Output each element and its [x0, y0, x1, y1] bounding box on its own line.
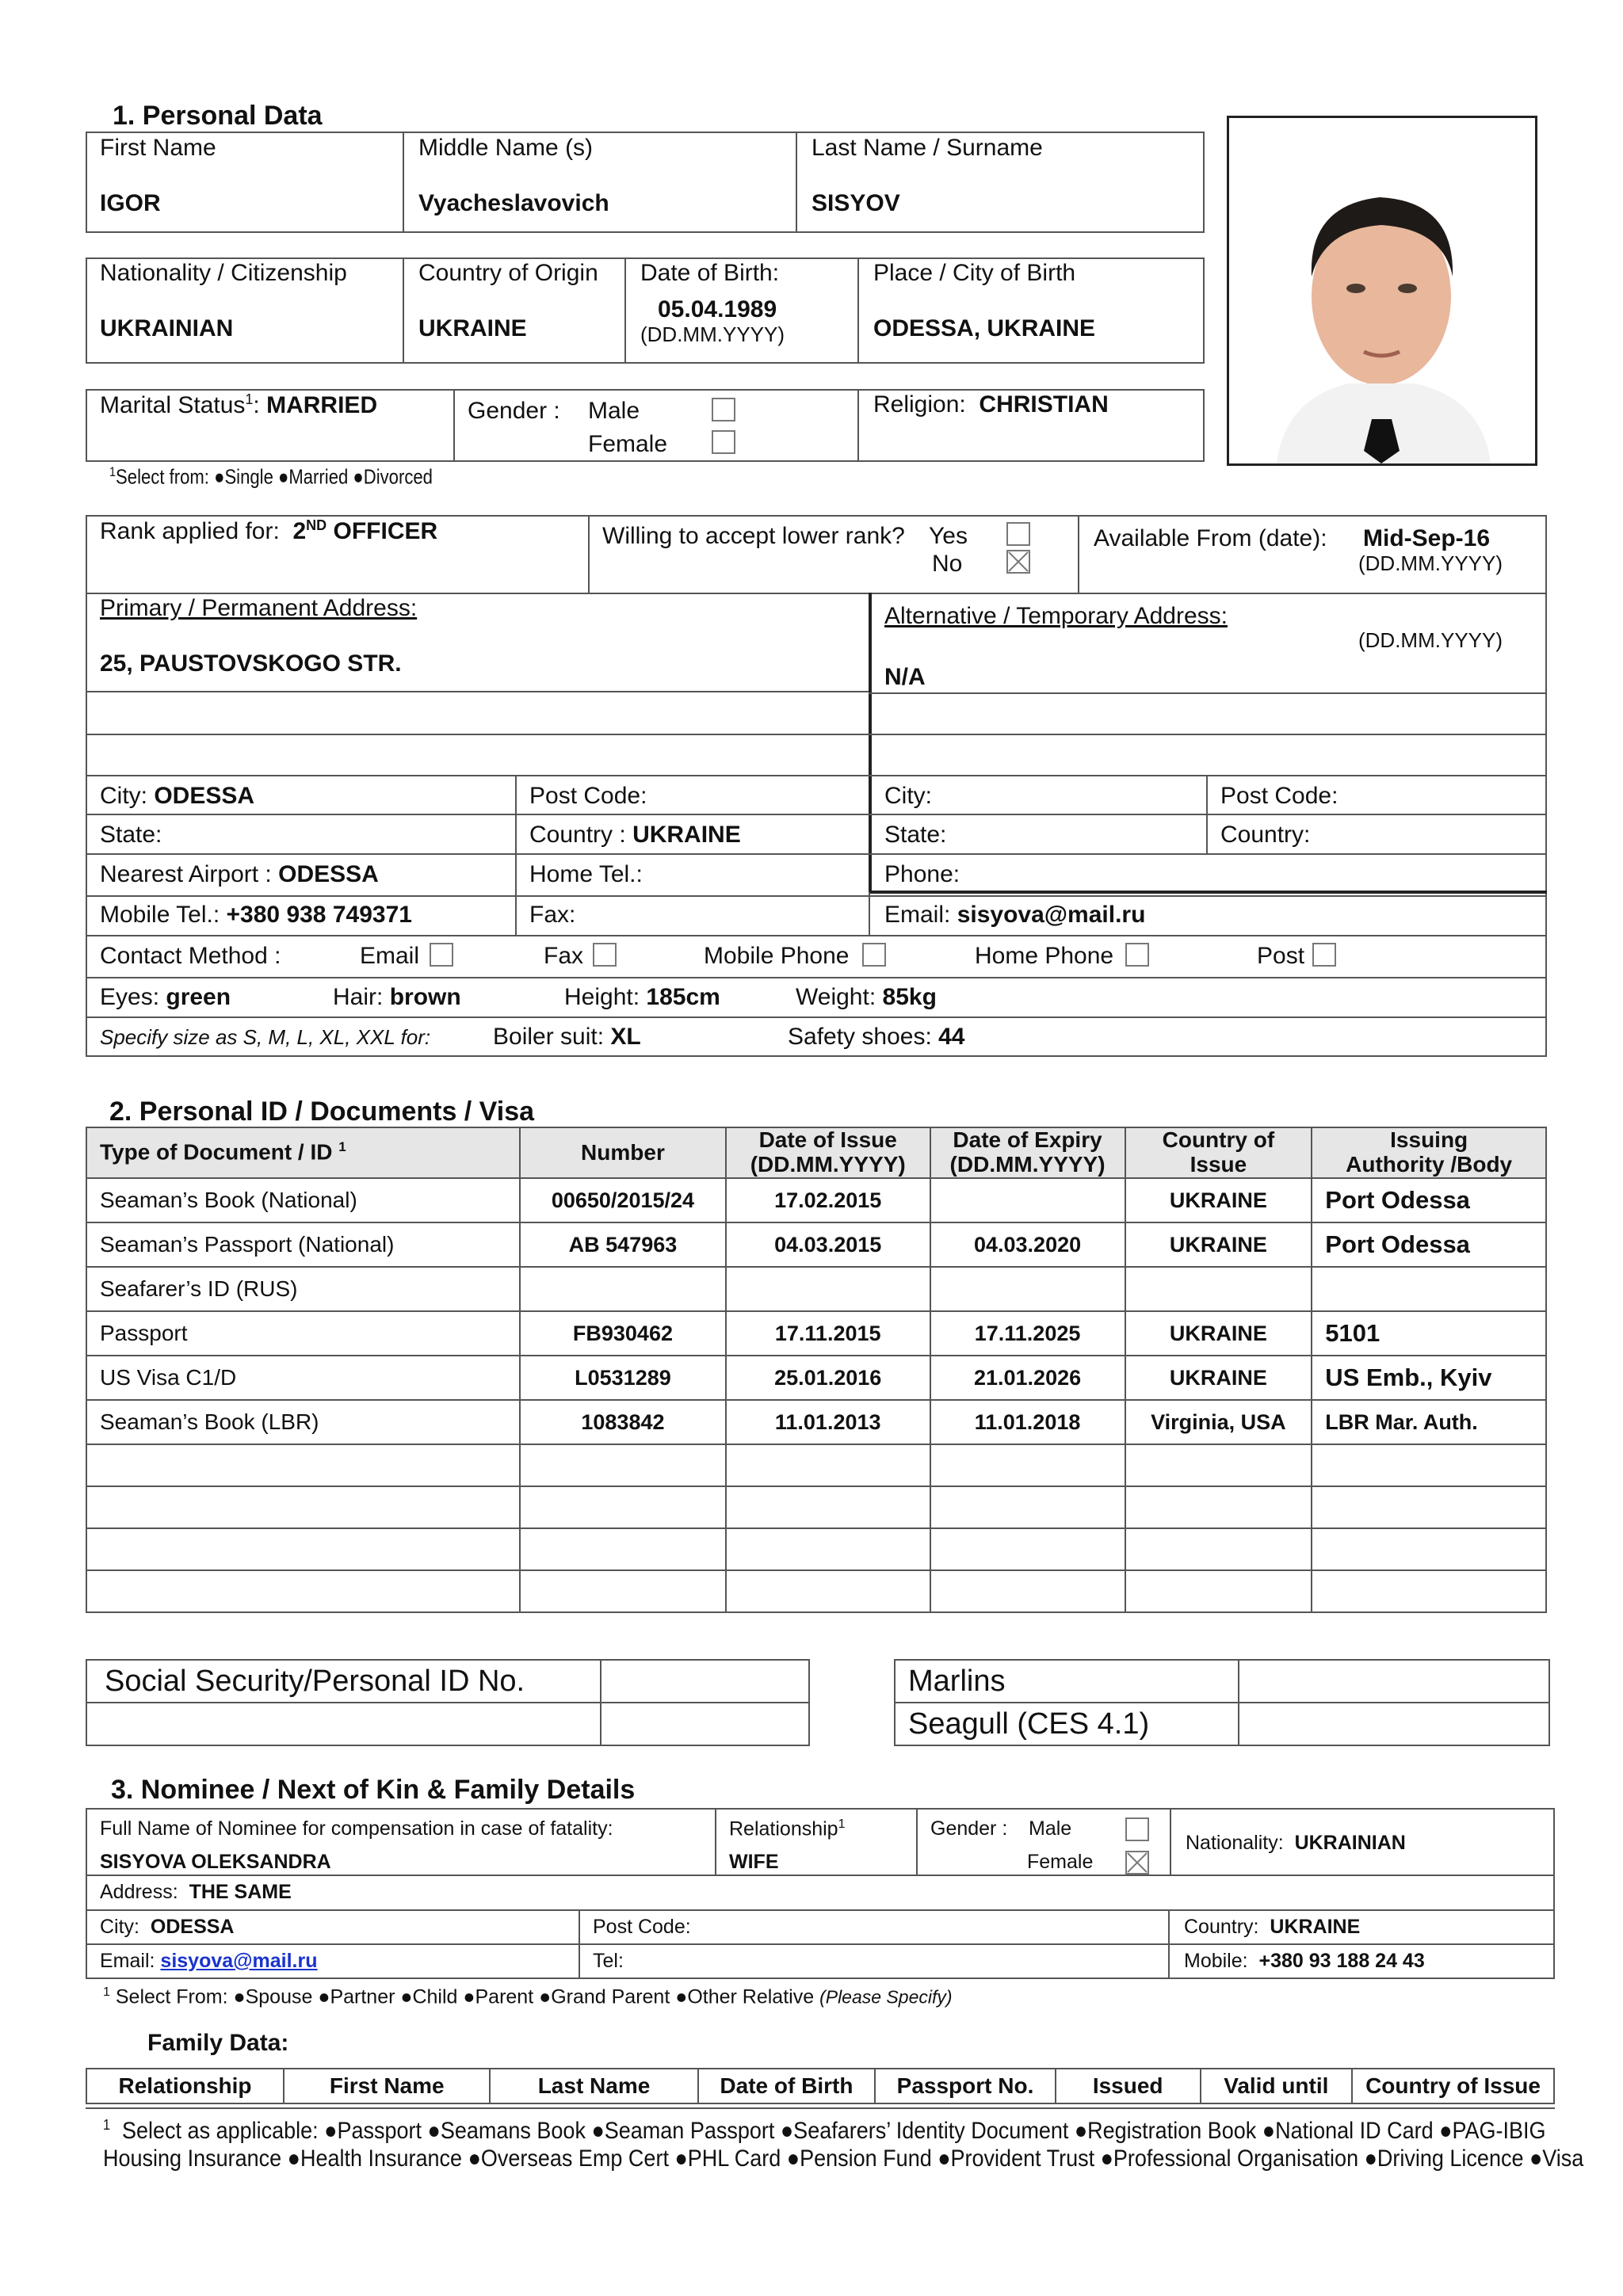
doc-expiry-date [930, 1570, 1125, 1612]
contact-mobile-checkbox[interactable] [862, 943, 886, 967]
dob-label: Date of Birth: [640, 260, 780, 286]
nominee-email-link[interactable]: sisyova@mail.ru [160, 1950, 318, 1972]
nominee-male-label: Male [1029, 1817, 1072, 1840]
rank-applied: Rank applied for: 2ND OFFICER [100, 517, 438, 544]
section-3-title: 3. Nominee / Next of Kin & Family Details [111, 1775, 636, 1805]
contact-email-checkbox[interactable] [430, 943, 453, 967]
document-row [86, 1311, 1546, 1356]
doc-country [1125, 1528, 1312, 1570]
mobile-tel: Mobile Tel.: +380 938 749371 [100, 902, 412, 928]
gender-male-checkbox[interactable] [712, 398, 735, 421]
pob-label: Place / City of Birth [873, 260, 1076, 286]
doc-number [520, 1486, 726, 1528]
doc-expiry-date: 11.01.2018 [930, 1400, 1125, 1444]
nationality-value: UKRAINIAN [100, 315, 234, 341]
nominee-gender-label: Gender : [930, 1817, 1008, 1840]
fax-label: Fax: [529, 902, 576, 928]
doc-country: Virginia, USA [1125, 1400, 1312, 1444]
doc-authority [1312, 1570, 1546, 1612]
doc-issue-date [726, 1486, 930, 1528]
primary-address-value: 25, PAUSTOVSKOGO STR. [100, 650, 402, 677]
doc-issue-date: 11.01.2013 [726, 1400, 930, 1444]
doc-number: AB 547963 [520, 1222, 726, 1267]
nearest-airport: Nearest Airport : ODESSA [100, 861, 379, 887]
doc-country [1125, 1267, 1312, 1311]
contact-post-label: Post [1257, 943, 1305, 969]
doc-expiry-date: 21.01.2026 [930, 1356, 1125, 1400]
doc-number [520, 1528, 726, 1570]
alt-address-format: (DD.MM.YYYY) [1358, 628, 1503, 652]
lower-rank-no-checkbox[interactable] [1006, 550, 1030, 574]
lower-rank-no: No [932, 551, 963, 577]
size-note: Specify size as S, M, L, XL, XXL for: [100, 1025, 431, 1049]
nominee-country: Country: UKRAINE [1184, 1916, 1361, 1938]
religion: Religion: CHRISTIAN [873, 391, 1109, 418]
doc-expiry-date: 17.11.2025 [930, 1311, 1125, 1356]
marital-status: Marital Status$^1$: MARRIED [100, 391, 378, 418]
document-row [86, 1528, 1546, 1570]
doc-issue-date [726, 1444, 930, 1486]
gender-female-checkbox[interactable] [712, 430, 735, 454]
ssn-label: Social Security/Personal ID No. [86, 1660, 601, 1703]
doc-type [86, 1486, 520, 1528]
doc-number [520, 1570, 726, 1612]
section-1-title: 1. Personal Data [113, 101, 323, 131]
doc-country [1125, 1486, 1312, 1528]
doc-issue-date [726, 1528, 930, 1570]
seagull-value[interactable] [1239, 1703, 1549, 1745]
doc-expiry-header: Date of Expiry (DD.MM.YYYY) [930, 1127, 1125, 1178]
last-name-label: Last Name / Surname [812, 135, 1043, 161]
contact-home-checkbox[interactable] [1125, 943, 1149, 967]
nominee-mobile: Mobile: +380 93 188 24 43 [1184, 1950, 1425, 1972]
nominee-relationship-label: Relationship$^1$ [729, 1817, 846, 1840]
doc-type [86, 1528, 520, 1570]
ssn-value[interactable] [601, 1660, 809, 1703]
doc-issue-date: 25.01.2016 [726, 1356, 930, 1400]
doc-number [520, 1444, 726, 1486]
gender-male-label: Male [588, 398, 640, 424]
contact-email-label: Email [360, 943, 420, 969]
family-header: First Name [284, 2069, 490, 2103]
alt-post-code-label: Post Code: [1220, 783, 1338, 809]
document-row [86, 1444, 1546, 1486]
marlins-value[interactable] [1239, 1660, 1549, 1703]
doc-country [1125, 1570, 1312, 1612]
doc-type [86, 1444, 520, 1486]
doc-type-header: Type of Document / ID $^1$ [86, 1127, 520, 1178]
doc-type: US Visa C1/D [86, 1356, 520, 1400]
document-row [86, 1570, 1546, 1612]
phone-label: Phone: [884, 861, 960, 887]
weight: Weight: 85kg [796, 984, 937, 1010]
doc-country: UKRAINE [1125, 1311, 1312, 1356]
alt-city-label: City: [884, 783, 932, 809]
doc-country-header: Country of Issue [1125, 1127, 1312, 1178]
lower-rank-label: Willing to accept lower rank? [602, 523, 905, 549]
nominee-tel-label: Tel: [593, 1950, 624, 1972]
dob-format: (DD.MM.YYYY) [640, 322, 785, 346]
doc-number: 1083842 [520, 1400, 726, 1444]
lower-rank-yes: Yes [929, 523, 968, 549]
doc-type: Seaman’s Passport (National) [86, 1222, 520, 1267]
nominee-female-label: Female [1027, 1851, 1094, 1873]
contact-fax-checkbox[interactable] [593, 943, 617, 967]
doc-country: UKRAINE [1125, 1356, 1312, 1400]
family-header: Passport No. [875, 2069, 1056, 2103]
doc-country: UKRAINE [1125, 1178, 1312, 1222]
document-row [86, 1178, 1546, 1222]
doc-number: L0531289 [520, 1356, 726, 1400]
family-data-title: Family Data: [147, 2030, 289, 2056]
doc-type: Passport [86, 1311, 520, 1356]
document-row [86, 1267, 1546, 1311]
nominee-address: Address: THE SAME [100, 1881, 292, 1903]
doc-issue-date: 17.11.2015 [726, 1311, 930, 1356]
doc-country: UKRAINE [1125, 1222, 1312, 1267]
doc-authority: 5101 [1312, 1311, 1546, 1356]
alt-state-label: State: [884, 822, 947, 848]
document-row [86, 1356, 1546, 1400]
doc-authority-header: Issuing Authority /Body [1312, 1127, 1546, 1178]
marital-footnote: $^1$Select from: ●Single ●Married ●Divorced [109, 464, 433, 489]
doc-authority: Port Odessa [1312, 1178, 1546, 1222]
alt-country-label: Country: [1220, 822, 1311, 848]
country: Country : UKRAINE [529, 822, 741, 848]
doc-expiry-date [930, 1444, 1125, 1486]
nominee-female-checkbox[interactable] [1125, 1851, 1149, 1875]
post-code-label: Post Code: [529, 783, 647, 809]
country-origin-label: Country of Origin [418, 260, 598, 286]
doc-issue-date [726, 1267, 930, 1311]
safety-shoes: Safety shoes: 44 [788, 1024, 965, 1050]
hair: Hair: brown [333, 984, 461, 1010]
email: Email: sisyova@mail.ru [884, 902, 1146, 928]
doc-authority [1312, 1486, 1546, 1528]
family-table [86, 2068, 1555, 2104]
doc-type [86, 1570, 520, 1612]
nominee-relationship-value: WIFE [729, 1851, 779, 1873]
applicant-photo [1227, 116, 1537, 466]
home-tel-label: Home Tel.: [529, 861, 643, 887]
documents-table [86, 1127, 1547, 1613]
doc-expiry-date [930, 1486, 1125, 1528]
footer-note: $^1$ Select as applicable: ●Passport ●Seamans Book ●Seaman Passport ●Seafarers’ Identity Document ●Registration Book ●National ID Card ●PAG-IBIG Housing Insurance ●Health Insurance ●Overseas Emp Cert ●PHL Card ●Pension Fund ●Provident Trust ●Professional Organisation ●Driving Licence ●Visa [103, 2117, 1584, 2172]
doc-country [1125, 1444, 1312, 1486]
contact-method-label: Contact Method : [100, 943, 281, 969]
alt-address-label: Alternative / Temporary Address: [884, 603, 1228, 629]
section-2-title: 2. Personal ID / Documents / Visa [109, 1097, 535, 1127]
doc-number: FB930462 [520, 1311, 726, 1356]
primary-address-label: Primary / Permanent Address: [100, 595, 418, 621]
last-name-value: SISYOV [812, 190, 900, 216]
gender-label: Gender : [468, 398, 560, 424]
family-header: Relationship [86, 2069, 284, 2103]
nationality-label: Nationality / Citizenship [100, 260, 347, 286]
doc-expiry-date [930, 1267, 1125, 1311]
doc-number: 00650/2015/24 [520, 1178, 726, 1222]
nominee-nationality: Nationality: UKRAINIAN [1186, 1832, 1406, 1854]
boiler-suit: Boiler suit: XL [493, 1024, 641, 1050]
document-row [86, 1486, 1546, 1528]
doc-expiry-date [930, 1528, 1125, 1570]
doc-expiry-date: 04.03.2020 [930, 1222, 1125, 1267]
contact-mobile-label: Mobile Phone [704, 943, 850, 969]
doc-issue-header: Date of Issue (DD.MM.YYYY) [726, 1127, 930, 1178]
available-format: (DD.MM.YYYY) [1358, 551, 1503, 575]
city: City: ODESSA [100, 783, 255, 809]
available-value: Mid-Sep-16 [1363, 525, 1491, 551]
eyes: Eyes: green [100, 984, 231, 1010]
doc-authority [1312, 1528, 1546, 1570]
state-label: State: [100, 822, 162, 848]
marlins-label: Marlins [895, 1660, 1239, 1703]
family-header: Last Name [490, 2069, 697, 2103]
doc-type: Seafarer’s ID (RUS) [86, 1267, 520, 1311]
contact-home-label: Home Phone [975, 943, 1114, 969]
alt-address-value: N/A [884, 664, 926, 690]
nominee-email: Email: sisyova@mail.ru [100, 1950, 318, 1972]
first-name-value: IGOR [100, 190, 161, 216]
doc-issue-date: 17.02.2015 [726, 1178, 930, 1222]
height: Height: 185cm [564, 984, 720, 1010]
dob-value: 05.04.1989 [658, 296, 777, 322]
doc-type: Seaman’s Book (National) [86, 1178, 520, 1222]
lower-rank-yes-checkbox[interactable] [1006, 522, 1030, 546]
doc-expiry-date [930, 1178, 1125, 1222]
doc-issue-date [726, 1570, 930, 1612]
available-label: Available From (date): [1094, 525, 1327, 551]
contact-post-checkbox[interactable] [1312, 943, 1336, 967]
family-header: Issued [1056, 2069, 1201, 2103]
nominee-name-label: Full Name of Nominee for compensation in case of fatality: [100, 1817, 613, 1840]
family-header: Country of Issue [1352, 2069, 1554, 2103]
doc-issue-date: 04.03.2015 [726, 1222, 930, 1267]
country-origin-value: UKRAINE [418, 315, 527, 341]
gender-female-label: Female [588, 431, 668, 457]
family-header: Date of Birth [698, 2069, 876, 2103]
document-row [86, 1222, 1546, 1267]
doc-authority: Port Odessa [1312, 1222, 1546, 1267]
ssn-table [86, 1659, 810, 1746]
nominee-male-checkbox[interactable] [1125, 1817, 1149, 1841]
doc-authority: US Emb., Kyiv [1312, 1356, 1546, 1400]
family-header: Valid until [1201, 2069, 1352, 2103]
nominee-post-code-label: Post Code: [593, 1916, 691, 1938]
middle-name-label: Middle Name (s) [418, 135, 594, 161]
doc-type: Seaman’s Book (LBR) [86, 1400, 520, 1444]
document-row [86, 1400, 1546, 1444]
nominee-footnote: $^1$ Select From: ●Spouse ●Partner ●Child ●Parent ●Grand Parent ●Other Relative (Please Specify) [103, 1985, 953, 2008]
seagull-label: Seagull (CES 4.1) [895, 1703, 1239, 1745]
marlins-table [894, 1659, 1550, 1746]
doc-number-header: Number [520, 1127, 726, 1178]
middle-name-value: Vyacheslavovich [418, 190, 609, 216]
contact-fax-label: Fax [544, 943, 584, 969]
first-name-label: First Name [100, 135, 216, 161]
nominee-city: City: ODESSA [100, 1916, 235, 1938]
doc-number [520, 1267, 726, 1311]
doc-authority [1312, 1444, 1546, 1486]
nominee-name-value: SISYOVA OLEKSANDRA [100, 1851, 331, 1873]
doc-authority: LBR Mar. Auth. [1312, 1400, 1546, 1444]
doc-authority [1312, 1267, 1546, 1311]
pob-value: ODESSA, UKRAINE [873, 315, 1096, 341]
